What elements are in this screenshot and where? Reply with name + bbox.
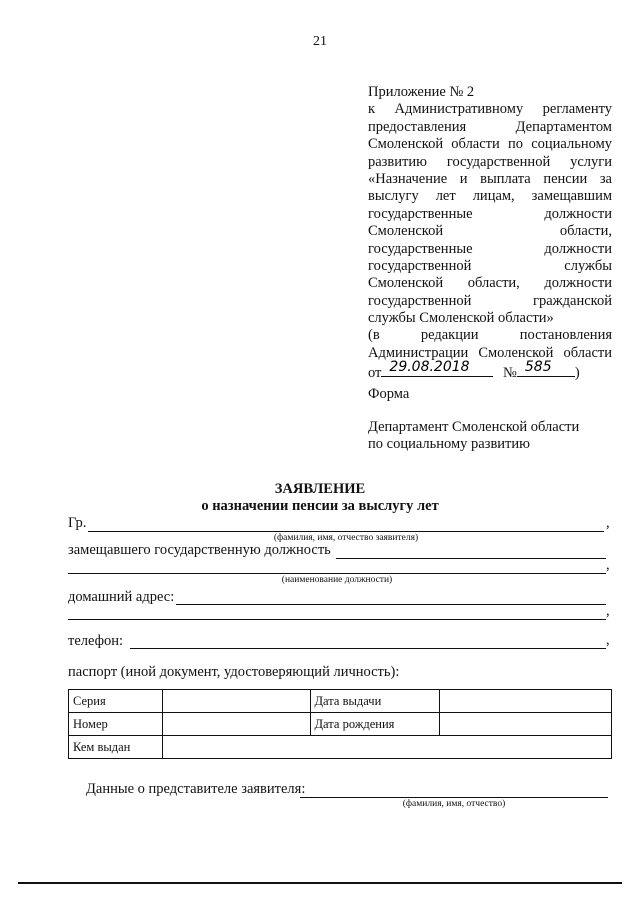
annex-line: службы Смоленской области» [368,310,554,327]
date-prefix: от [368,365,382,382]
comma: , [606,632,610,648]
annex-line: выслугу лет лицам, замещавшим [368,188,612,205]
annex-line: государственные должности [368,240,612,257]
annex-line: Смоленской области по социальному [368,136,612,153]
issued-by-label: Кем выдан [69,736,163,759]
position-line-1[interactable] [336,558,606,559]
address-line-1[interactable] [176,604,606,605]
annex-line: «Назначение и выплата пенсии за [368,170,612,187]
document-title: ЗАЯВЛЕНИЕ [274,481,366,497]
birth-date-cell[interactable] [440,713,612,736]
issue-date-cell[interactable] [440,690,612,713]
position-hint: (наименование должности) [281,575,393,585]
issued-by-cell[interactable] [162,736,611,759]
annex-line: государственной гражданской [368,292,612,309]
number-value: 585 [524,359,552,376]
passport-table [68,689,612,759]
table-row [69,713,612,736]
number-cell[interactable] [162,713,310,736]
annex-line: к Административному регламенту [368,101,612,118]
annex-line: Приложение № 2 [368,84,475,100]
form-label: Форма [368,386,410,402]
department-block [368,419,579,453]
date-value: 29.08.2018 [389,359,470,376]
number-label: Номер [69,713,163,736]
annex-line: (в редакции постановления [368,327,612,344]
close-paren: ) [574,365,580,382]
comma: , [606,557,610,573]
representative-hint: (фамилия, имя, отчество) [402,799,506,809]
table-row [69,690,612,713]
annex-line: развитию государственной услуги [368,153,612,170]
citizen-hint: (фамилия, имя, отчество заявителя) [273,533,419,543]
annex-line: Смоленской области, должности [368,275,612,292]
page-number: 21 [313,34,327,49]
passport-label: паспорт (иной документ, удостоверяющий личность): [68,664,400,680]
comma: , [606,515,610,531]
birth-date-label: Дата рождения [310,713,440,736]
comma: , [606,603,610,619]
document-subtitle: о назначении пенсии за выслугу лет [201,498,439,514]
representative-line[interactable] [300,797,608,798]
number-fill [517,359,575,377]
phone-line[interactable] [130,648,606,649]
address-label: домашний адрес: [68,589,175,605]
position-line-2[interactable] [68,573,606,574]
annex-line: Смоленской области, [368,223,612,240]
number-prefix: № [503,365,517,382]
citizen-name-line[interactable] [88,531,604,532]
issue-date-label: Дата выдачи [310,690,440,713]
date-fill [381,359,493,377]
representative-label: Данные о представителе заявителя: [86,781,306,797]
annex-line: государственной службы [368,257,612,274]
department-line: по социальному развитию [368,436,530,452]
table-row [69,736,612,759]
footer-rule [18,882,622,884]
series-label: Серия [69,690,163,713]
annex-line: предоставления Департаментом [368,118,612,135]
annex-header [368,84,612,380]
annex-date-line [368,359,612,382]
department-line: Департамент Смоленской области [368,419,580,435]
phone-label: телефон: [68,633,124,649]
position-label: замещавшего государственную должность [68,542,331,558]
annex-line: государственные должности [368,205,612,222]
address-line-2[interactable] [68,619,606,620]
series-cell[interactable] [162,690,310,713]
citizen-label: Гр. [68,515,87,531]
annex-line: Администрации Смоленской области [368,344,612,361]
